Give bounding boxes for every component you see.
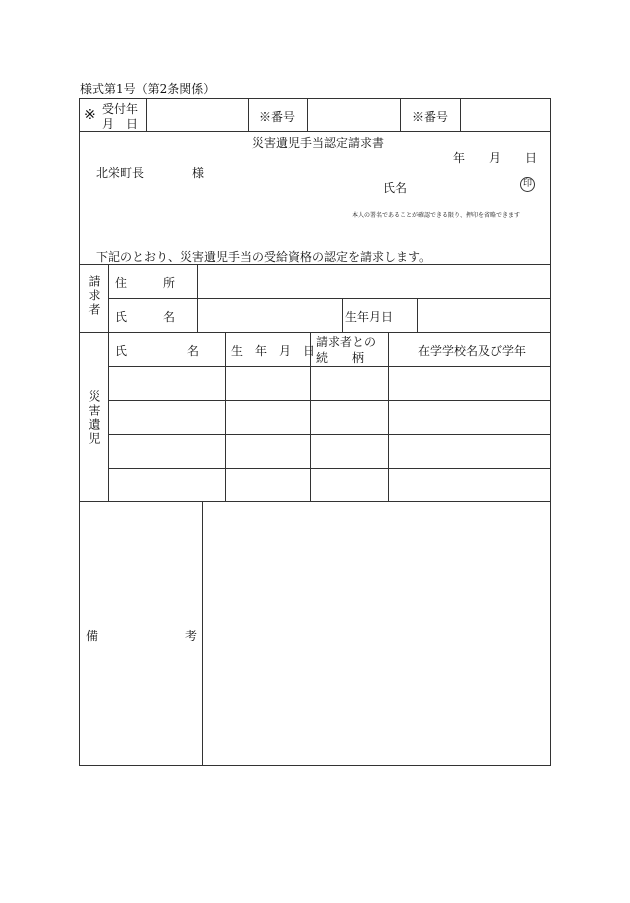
claimant-address-field[interactable] xyxy=(198,265,549,298)
request-date: 年 月 日 xyxy=(453,151,538,165)
child-school-cell[interactable] xyxy=(389,367,549,400)
table-row[interactable] xyxy=(109,469,225,501)
child-col-name: 氏 名 xyxy=(115,344,200,358)
number-field-1[interactable] xyxy=(308,100,399,130)
claimant-name-field[interactable] xyxy=(198,299,341,332)
child-col-school: 在学学校名及び学年 xyxy=(418,344,527,358)
request-statement: 下記のとおり、災害遺児手当の受給資格の認定を請求します。 xyxy=(96,250,432,264)
table-row[interactable] xyxy=(109,435,225,468)
child-relation-cell[interactable] xyxy=(311,435,388,468)
claimant-name-label: 氏 名 xyxy=(115,310,176,324)
form-title: 災害遺児手当認定請求書 xyxy=(252,136,385,150)
remarks-field[interactable] xyxy=(203,502,549,764)
addressee: 北栄町長 様 xyxy=(96,166,205,180)
child-relation-cell[interactable] xyxy=(311,469,388,501)
header-mark: ※ xyxy=(84,107,96,123)
child-col-relation-2: 続 柄 xyxy=(316,351,365,365)
received-date-label-2: 月 日 xyxy=(102,117,139,131)
table-row[interactable] xyxy=(109,401,225,434)
child-school-cell[interactable] xyxy=(389,401,549,434)
received-date-label-1: 受付年 xyxy=(102,102,139,116)
claimant-section-label: 請求者 xyxy=(87,275,101,317)
applicant-name-label: 氏名 xyxy=(383,181,408,195)
child-birthdate-cell[interactable] xyxy=(226,401,310,434)
child-school-cell[interactable] xyxy=(389,469,549,501)
child-relation-cell[interactable] xyxy=(311,367,388,400)
claimant-birthdate-field[interactable] xyxy=(418,299,549,332)
child-col-relation-1: 請求者との xyxy=(316,335,377,349)
child-col-birthdate: 生 年 月 日 xyxy=(231,344,316,358)
received-date-field[interactable] xyxy=(147,100,247,130)
line-v xyxy=(400,99,401,131)
applicant-name-field[interactable] xyxy=(410,177,515,193)
line-v xyxy=(108,264,109,332)
table-row[interactable] xyxy=(109,367,225,400)
remarks-label-left: 備 xyxy=(86,629,99,643)
child-birthdate-cell[interactable] xyxy=(226,469,310,501)
number-field-2[interactable] xyxy=(461,100,549,130)
child-section-label: 災害遺児 xyxy=(87,390,101,446)
signature-note: 本人の署名であることが確認できる限り、押印を省略できます xyxy=(352,212,521,219)
seal-icon: 印 xyxy=(520,177,535,192)
number-label-1: ※番号 xyxy=(259,110,296,124)
line-v xyxy=(248,99,249,131)
claimant-address-label: 住 所 xyxy=(115,276,176,290)
line-v xyxy=(342,298,343,332)
claimant-birthdate-label: 生年月日 xyxy=(345,310,394,324)
number-label-2: ※番号 xyxy=(412,110,449,124)
form-frame xyxy=(79,98,551,766)
child-school-cell[interactable] xyxy=(389,435,549,468)
child-relation-cell[interactable] xyxy=(311,401,388,434)
remarks-label-right: 考 xyxy=(185,629,198,643)
child-birthdate-cell[interactable] xyxy=(226,367,310,400)
line-header-bottom xyxy=(80,131,550,132)
line-claimant-bottom xyxy=(80,332,550,333)
form-number: 様式第1号（第2条関係） xyxy=(80,82,216,96)
child-birthdate-cell[interactable] xyxy=(226,435,310,468)
